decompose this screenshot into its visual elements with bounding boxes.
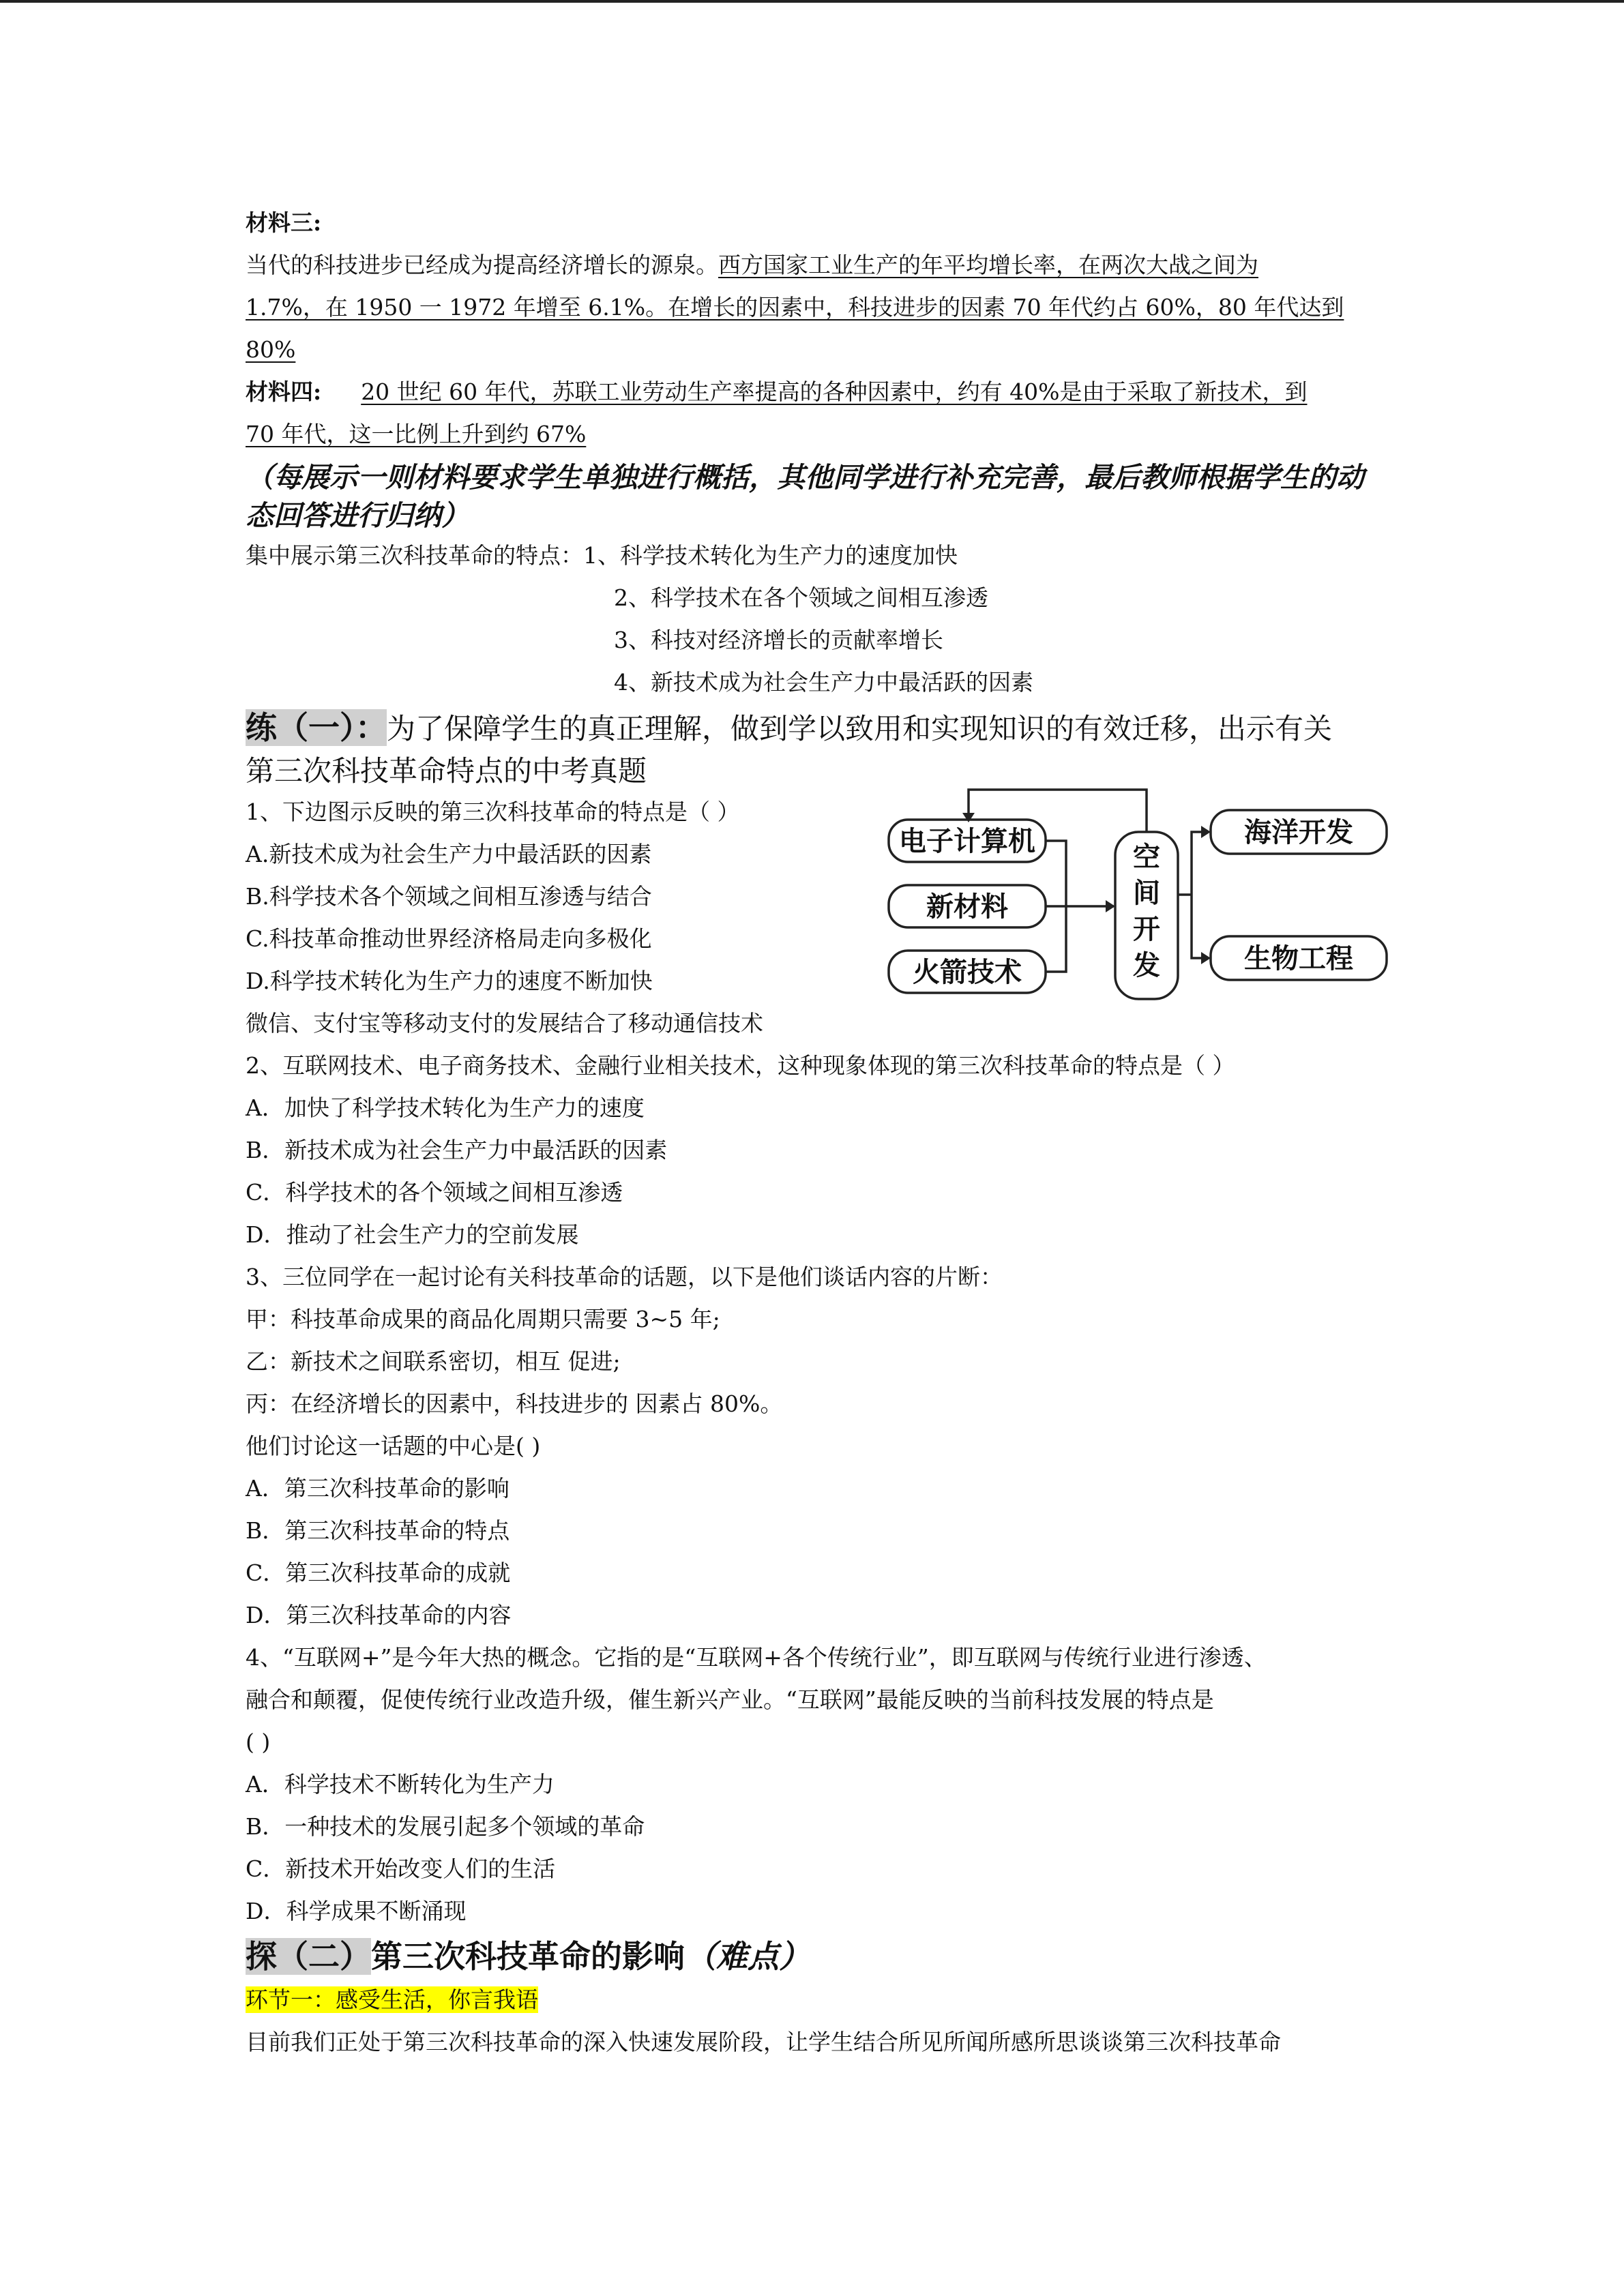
material3-text-underlined-1: 西方国家工业生产的年平均增长率，在两次大战之间为	[718, 252, 1258, 278]
diagram-label-bio: 生物工程	[1244, 943, 1353, 974]
q4-stem-1: 4、“互联网+”是今年大热的概念。它指的是“互联网+各个传统行业”，即互联网与传统行业进行渗透、	[246, 1644, 1267, 1671]
summary-item-4: 4、新技术成为社会生产力中最活跃的因素	[614, 669, 1033, 696]
q1-stem: 1、下边图示反映的第三次科技革命的特点是（ ）	[246, 799, 740, 825]
diagram-label-computer: 电子计算机	[899, 826, 1035, 857]
explore-head-label: 探（二）	[246, 1938, 371, 1975]
material3-line1	[246, 244, 1378, 286]
summary-intro: 集中展示第三次科技革命的特点：	[246, 542, 583, 569]
practice-intro-2: 第三次科技革命特点的中考真题	[246, 754, 647, 788]
q2-option-c: C．科学技术的各个领域之间相互渗透	[246, 1179, 623, 1206]
q1-diagram	[883, 784, 1395, 1002]
summary-item-1: 1、科学技术转化为生产力的速度加快	[583, 542, 958, 569]
summary-item-2: 2、科学技术在各个领域之间相互渗透	[614, 584, 988, 611]
summary-item-3: 3、科技对经济增长的贡献率增长	[614, 627, 943, 653]
material4-label: 材料四:	[246, 378, 322, 405]
link1-text: 目前我们正处于第三次科技革命的深入快速发展阶段，让学生结合所见所闻所感所思谈谈第三次科技革命	[246, 2029, 1281, 2055]
diagram-arrowhead-ocean	[1201, 826, 1211, 838]
q3-line-yi: 乙：新技术之间联系密切，相互 促进;	[246, 1348, 621, 1375]
practice-head-label: 练（一）：	[246, 709, 387, 746]
diagram-arrowhead-top	[962, 813, 975, 822]
q3-question: 他们讨论这一话题的中心是( )	[246, 1433, 541, 1459]
diagram-label-materials: 新材料	[926, 891, 1008, 923]
diagram-label-space-3: 开	[1133, 914, 1160, 945]
q2-option-b: B．新技术成为社会生产力中最活跃的因素	[246, 1137, 668, 1163]
diagram-label-space-2: 间	[1133, 878, 1160, 909]
q1-option-a: A.新技术成为社会生产力中最活跃的因素	[246, 841, 652, 867]
material4-line1	[246, 371, 1378, 413]
explore-heading	[246, 1934, 1378, 1979]
q3-option-b: B．第三次科技革命的特点	[246, 1517, 510, 1544]
q1-option-c: C.科技革命推动世界经济格局走向多极化	[246, 925, 652, 952]
material4-text-underlined-1: 20 世纪 60 年代，苏联工业劳动生产率提高的各种因素中，约有 40%是由于采取了新技术，到	[361, 378, 1308, 405]
link1-label: 环节一：感受生活，你言我语	[246, 1986, 538, 2013]
practice-intro-1: 为了保障学生的真正理解，做到学以致用和实现知识的有效迁移，出示有关	[387, 712, 1333, 745]
q3-option-c: C．第三次科技革命的成就	[246, 1560, 511, 1586]
q4-option-c: C．新技术开始改变人们的生活	[246, 1855, 556, 1882]
q4-option-d: D．科学成果不断涌现	[246, 1898, 467, 1924]
q4-option-b: B．一种技术的发展引起多个领域的革命	[246, 1813, 645, 1840]
diagram-label-ocean: 海洋开发	[1244, 817, 1353, 848]
q4-option-a: A．科学技术不断转化为生产力	[246, 1771, 555, 1798]
diagram-right-bracket	[1192, 832, 1208, 958]
q2-stem-1: 微信、支付宝等移动支付的发展结合了移动通信技术	[246, 1010, 763, 1037]
material3-line2: 1.7%，在 1950 一 1972 年增至 6.1%。在增长的因素中，科技进步的因素 70 年代约占 60%，80 年代达到	[246, 294, 1344, 320]
diagram-arrowhead-center	[1106, 900, 1115, 912]
diagram-label-space-4: 发	[1133, 950, 1160, 981]
q2-option-d: D．推动了社会生产力的空前发展	[246, 1221, 579, 1248]
q3-line-bing: 丙：在经济增长的因素中，科技进步的 因素占 80%。	[246, 1390, 783, 1417]
summary-line1	[246, 535, 1378, 577]
material3-text-plain: 当代的科技进步已经成为提高经济增长的源泉。	[246, 252, 718, 278]
teacher-note: （每展示一则材料要求学生单独进行概括，其他同学进行补充完善，最后教师根据学生的动态回答进行归纳）	[246, 461, 1364, 532]
q3-option-a: A．第三次科技革命的影响	[246, 1475, 510, 1502]
document-body	[246, 202, 1378, 2063]
q3-stem: 3、三位同学在一起讨论有关科技革命的话题，以下是他们谈话内容的片断：	[246, 1264, 1003, 1290]
link1-label-line	[246, 1979, 1378, 2021]
question-1	[246, 791, 1378, 1002]
diagram-label-space-1: 空	[1133, 841, 1160, 873]
explore-title: 第三次科技革命的影响	[371, 1938, 685, 1975]
q1-option-b: B.科学技术各个领域之间相互渗透与结合	[246, 883, 652, 910]
diagram-label-rocket: 火箭技术	[913, 957, 1022, 988]
q3-line-jia: 甲：科技革命成果的商品化周期只需要 3~5 年;	[246, 1306, 720, 1332]
diagram-arrowhead-bio	[1201, 952, 1211, 964]
q1-option-d: D.科学技术转化为生产力的速度不断加快	[246, 968, 653, 994]
explore-tag: （难点）	[685, 1938, 810, 1975]
q2-stem-2: 2、互联网技术、电子商务技术、金融行业相关技术，这种现象体现的第三次科技革命的特点是（ ）	[246, 1052, 1235, 1079]
q3-option-d: D．第三次科技革命的内容	[246, 1602, 512, 1628]
q2-option-a: A．加快了科学技术转化为生产力的速度	[246, 1094, 645, 1121]
q4-stem-3: ( )	[246, 1729, 271, 1755]
q4-stem-2: 融合和颠覆，促使传统行业改造升级，催生新兴产业。“互联网”最能反映的当前科技发展的特点是	[246, 1686, 1214, 1713]
practice-heading	[246, 705, 1378, 751]
material3-line3: 80%	[246, 336, 296, 363]
page-top-rule	[0, 0, 1624, 3]
material4-line2: 70 年代，这一比例上升到约 67%	[246, 421, 587, 447]
material3-label: 材料三:	[246, 209, 322, 236]
